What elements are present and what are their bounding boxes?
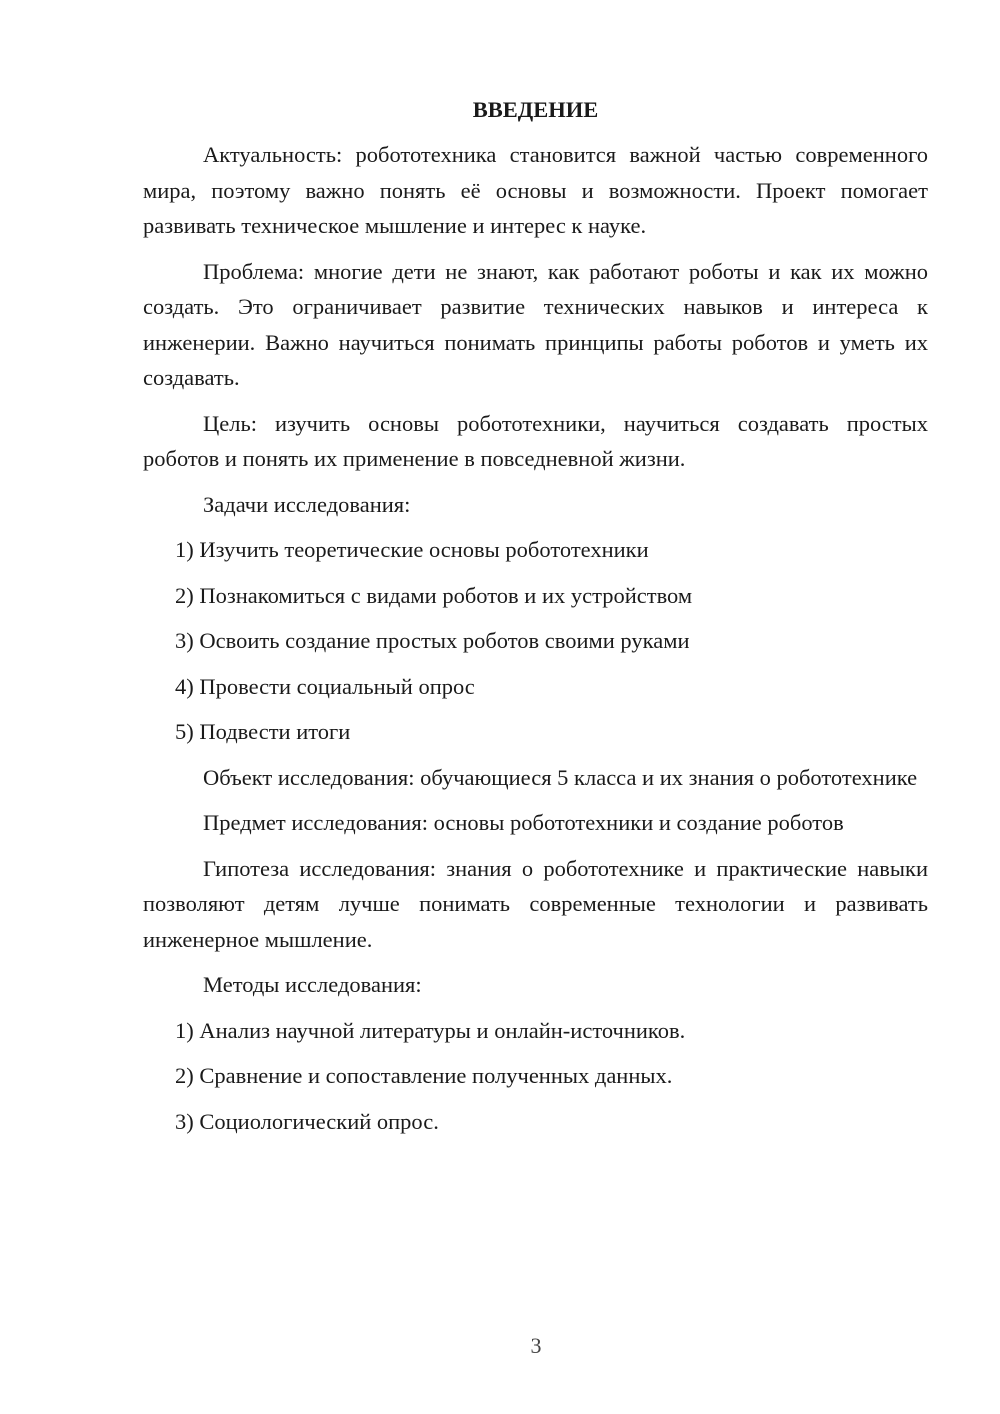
problem-paragraph: Проблема: многие дети не знают, как работают роботы и как их можно создать. Это ограничивает развитие технических навыков и интереса к инженерии. Важно научиться понимать принципы работы роботов и уметь их создавать. <box>143 258 928 390</box>
method-item: 3) Социологический опрос. <box>175 1108 439 1134</box>
task-item: 1) Изучить теоретические основы робототехники <box>175 537 649 562</box>
page-number: 3 <box>530 1333 542 1358</box>
object-paragraph: Объект исследования: обучающиеся 5 класса и их знания о робототехнике <box>203 764 918 790</box>
methods-heading: Методы исследования: <box>203 972 422 997</box>
hypothesis-paragraph: Гипотеза исследования: знания о робототехнике и практические навыки позволяют детям лучше понимать современные технологии и развивать инженерное мышление. <box>143 855 928 952</box>
task-item: 2) Познакомиться с видами роботов и их устройством <box>175 582 693 608</box>
subject-paragraph: Предмет исследования: основы робототехники и создание роботов <box>203 810 844 835</box>
task-item: 4) Провести социальный опрос <box>175 673 475 699</box>
tasks-heading: Задачи исследования: <box>203 491 411 517</box>
document-body <box>143 92 928 1149</box>
task-item: 3) Освоить создание простых роботов своими руками <box>175 628 690 653</box>
method-item: 2) Сравнение и сопоставление полученных данных. <box>175 1063 673 1088</box>
goal-paragraph: Цель: изучить основы робототехники, научиться создавать простых роботов и понять их применение в повседневной жизни. <box>143 410 928 471</box>
section-title: ВВЕДЕНИЕ <box>472 97 599 122</box>
task-item: 5) Подвести итоги <box>175 719 351 744</box>
method-item: 1) Анализ научной литературы и онлайн-источников. <box>175 1017 686 1043</box>
relevance-paragraph: Актуальность: робототехника становится важной частью современного мира, поэтому важно понять её основы и возможности. Проект помогает развивать техническое мышление и интерес к науке. <box>143 142 928 238</box>
